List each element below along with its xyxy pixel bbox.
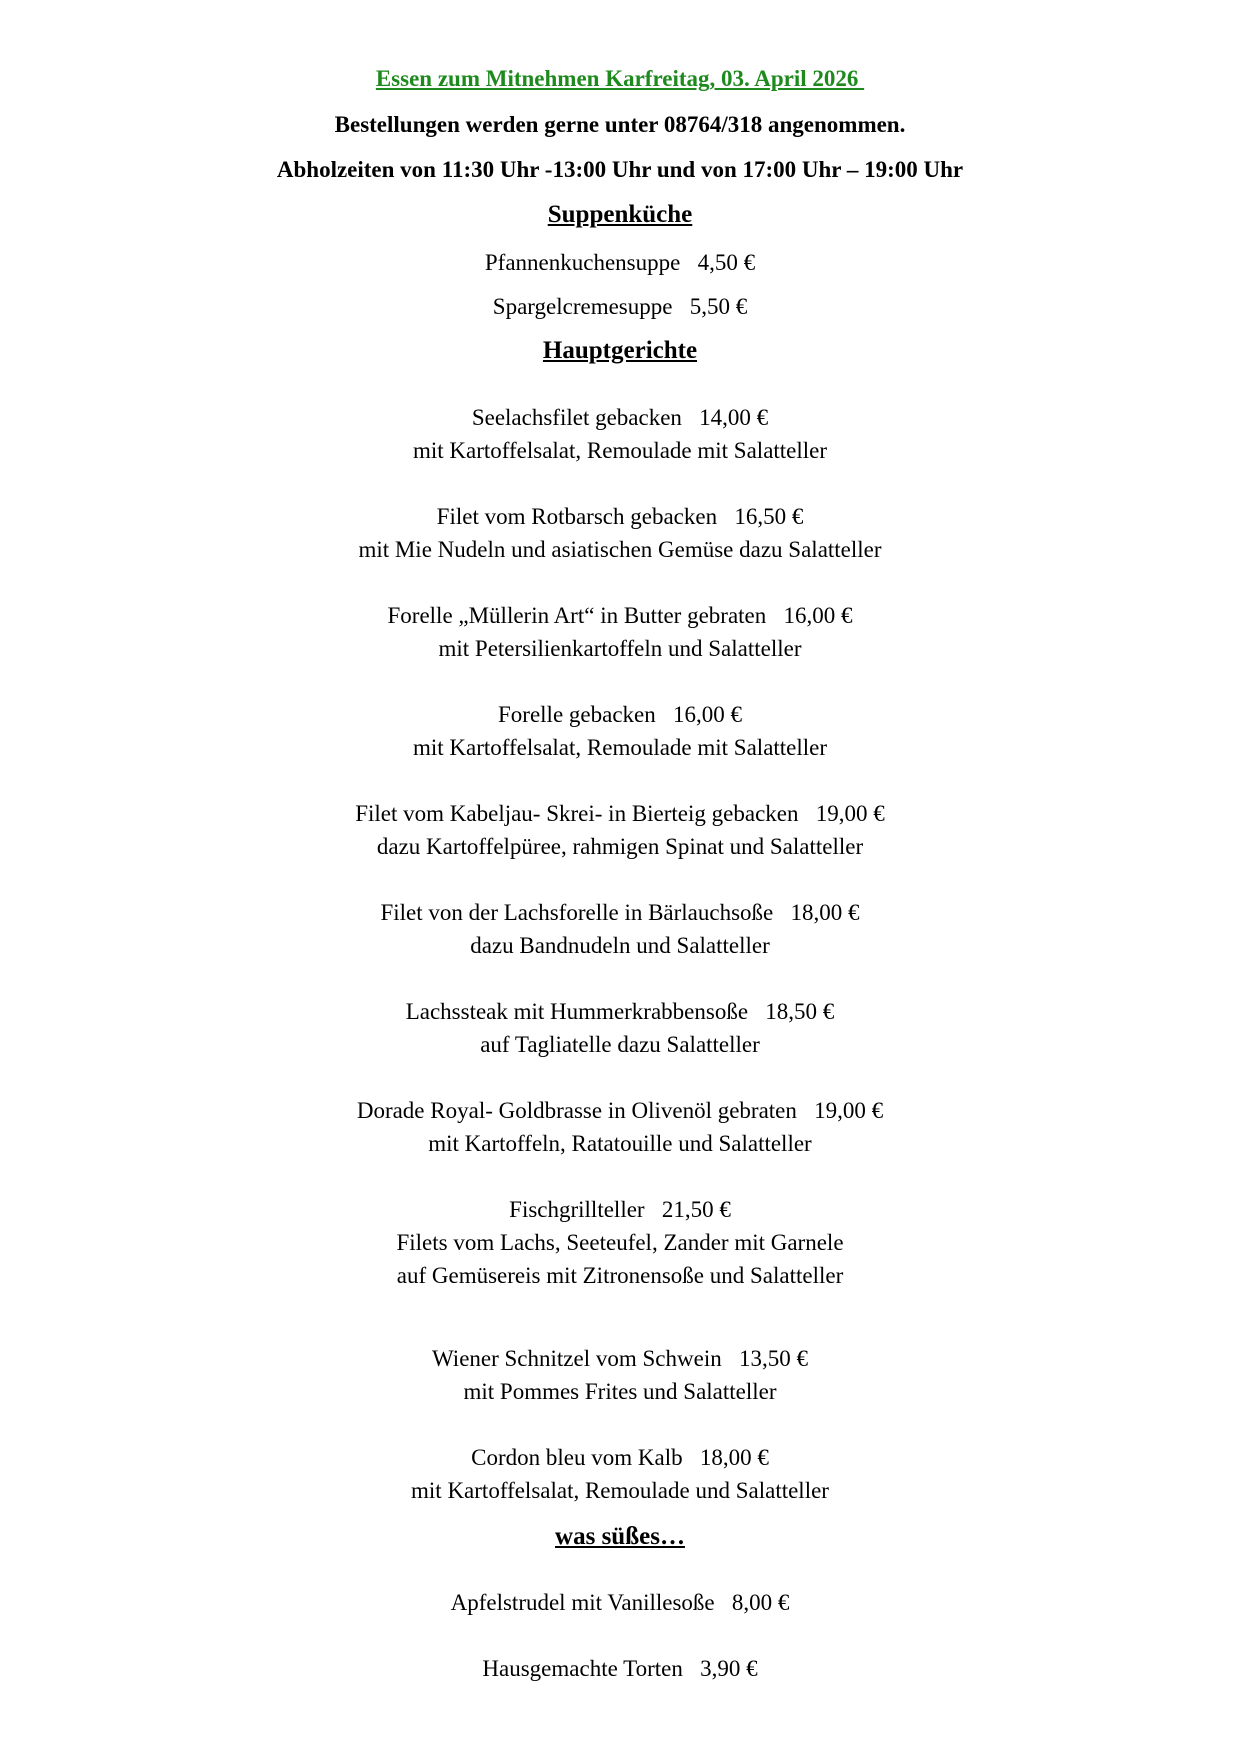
main-item-description: Filets vom Lachs, Seeteufel, Zander mit Garnele: [396, 1230, 844, 1255]
main-item-name: [0, 601, 1240, 631]
main-item-name: [0, 1344, 1240, 1374]
item-name: Filet von der Lachsforelle in Bärlauchsoße: [380, 900, 774, 925]
main-item-name: [0, 1443, 1240, 1473]
soup-item: [0, 292, 1240, 322]
item-name: Forelle gebacken: [498, 702, 656, 727]
page-title: Essen zum Mitnehmen Karfreitag, 03. April 2026: [375, 66, 865, 91]
item-price: 18,50 €: [765, 999, 835, 1024]
item-name: Fischgrillteller: [509, 1197, 645, 1222]
main-item-description: dazu Kartoffelpüree, rahmigen Spinat und Salatteller: [376, 834, 864, 859]
item-price: 19,00 €: [815, 801, 885, 826]
item-price: 19,00 €: [814, 1098, 884, 1123]
section-heading-desserts: was süßes…: [555, 1523, 685, 1550]
item-name: Lachssteak mit Hummerkrabbensoße: [405, 999, 749, 1024]
main-item-description: mit Pommes Frites und Salatteller: [463, 1379, 777, 1404]
main-item-description: auf Gemüsereis mit Zitronensoße und Salatteller: [396, 1263, 844, 1288]
item-name: Pfannenkuchensuppe: [484, 250, 681, 275]
item-name: Cordon bleu vom Kalb: [471, 1445, 683, 1470]
item-price: 4,50 €: [697, 250, 756, 275]
item-name: Wiener Schnitzel vom Schwein: [432, 1346, 722, 1371]
item-name: Filet vom Kabeljau- Skrei- in Bierteig gebacken: [355, 801, 799, 826]
dessert-item: [0, 1588, 1240, 1618]
main-item-name: [0, 1096, 1240, 1126]
main-item-name: [0, 1195, 1240, 1225]
main-item-description: auf Tagliatelle dazu Salatteller: [480, 1032, 760, 1057]
item-name: Dorade Royal- Goldbrasse in Olivenöl gebraten: [356, 1098, 797, 1123]
soup-item: [0, 248, 1240, 278]
main-item-description: mit Kartoffelsalat, Remoulade und Salatteller: [411, 1478, 829, 1503]
item-price: 13,50 €: [738, 1346, 808, 1371]
item-name: Forelle „Müllerin Art“ in Butter gebraten: [387, 603, 767, 628]
main-item-name: [0, 898, 1240, 928]
main-item-name: [0, 997, 1240, 1027]
order-phone-info: Bestellungen werden gerne unter 08764/318 angenommen.: [334, 112, 906, 137]
item-price: 21,50 €: [661, 1197, 731, 1222]
item-price: 8,00 €: [731, 1590, 790, 1615]
main-item-name: [0, 700, 1240, 730]
main-item-description: mit Petersilienkartoffeln und Salatteller: [438, 636, 802, 661]
section-heading-mains: Hauptgerichte: [542, 337, 698, 364]
item-price: 16,50 €: [734, 504, 804, 529]
item-price: 16,00 €: [672, 702, 742, 727]
main-item-description: mit Kartoffeln, Ratatouille und Salatteller: [428, 1131, 812, 1156]
main-item-name: [0, 403, 1240, 433]
item-price: 3,90 €: [700, 1656, 758, 1681]
main-item-description: mit Kartoffelsalat, Remoulade mit Salatteller: [412, 735, 828, 760]
main-item-description: mit Mie Nudeln und asiatischen Gemüse dazu Salatteller: [358, 537, 882, 562]
item-price: 5,50 €: [689, 294, 748, 319]
main-item-name: [0, 799, 1240, 829]
item-name: Filet vom Rotbarsch gebacken: [436, 504, 718, 529]
item-name: Spargelcremesuppe: [492, 294, 673, 319]
main-item-description: mit Kartoffelsalat, Remoulade mit Salatteller: [412, 438, 828, 463]
item-price: 18,00 €: [790, 900, 860, 925]
main-item-name: [0, 502, 1240, 532]
item-name: Seelachsfilet gebacken: [471, 405, 682, 430]
item-price: 14,00 €: [699, 405, 769, 430]
item-price: 16,00 €: [783, 603, 853, 628]
section-heading-soups: Suppenküche: [547, 201, 693, 228]
pickup-times-info: Abholzeiten von 11:30 Uhr -13:00 Uhr und von 17:00 Uhr – 19:00 Uhr: [276, 157, 964, 182]
item-name: Hausgemachte Torten: [482, 1656, 683, 1681]
main-item-description: dazu Bandnudeln und Salatteller: [470, 933, 770, 958]
item-name: Apfelstrudel mit Vanillesoße: [450, 1590, 715, 1615]
item-price: 18,00 €: [699, 1445, 769, 1470]
dessert-item: [0, 1654, 1240, 1684]
